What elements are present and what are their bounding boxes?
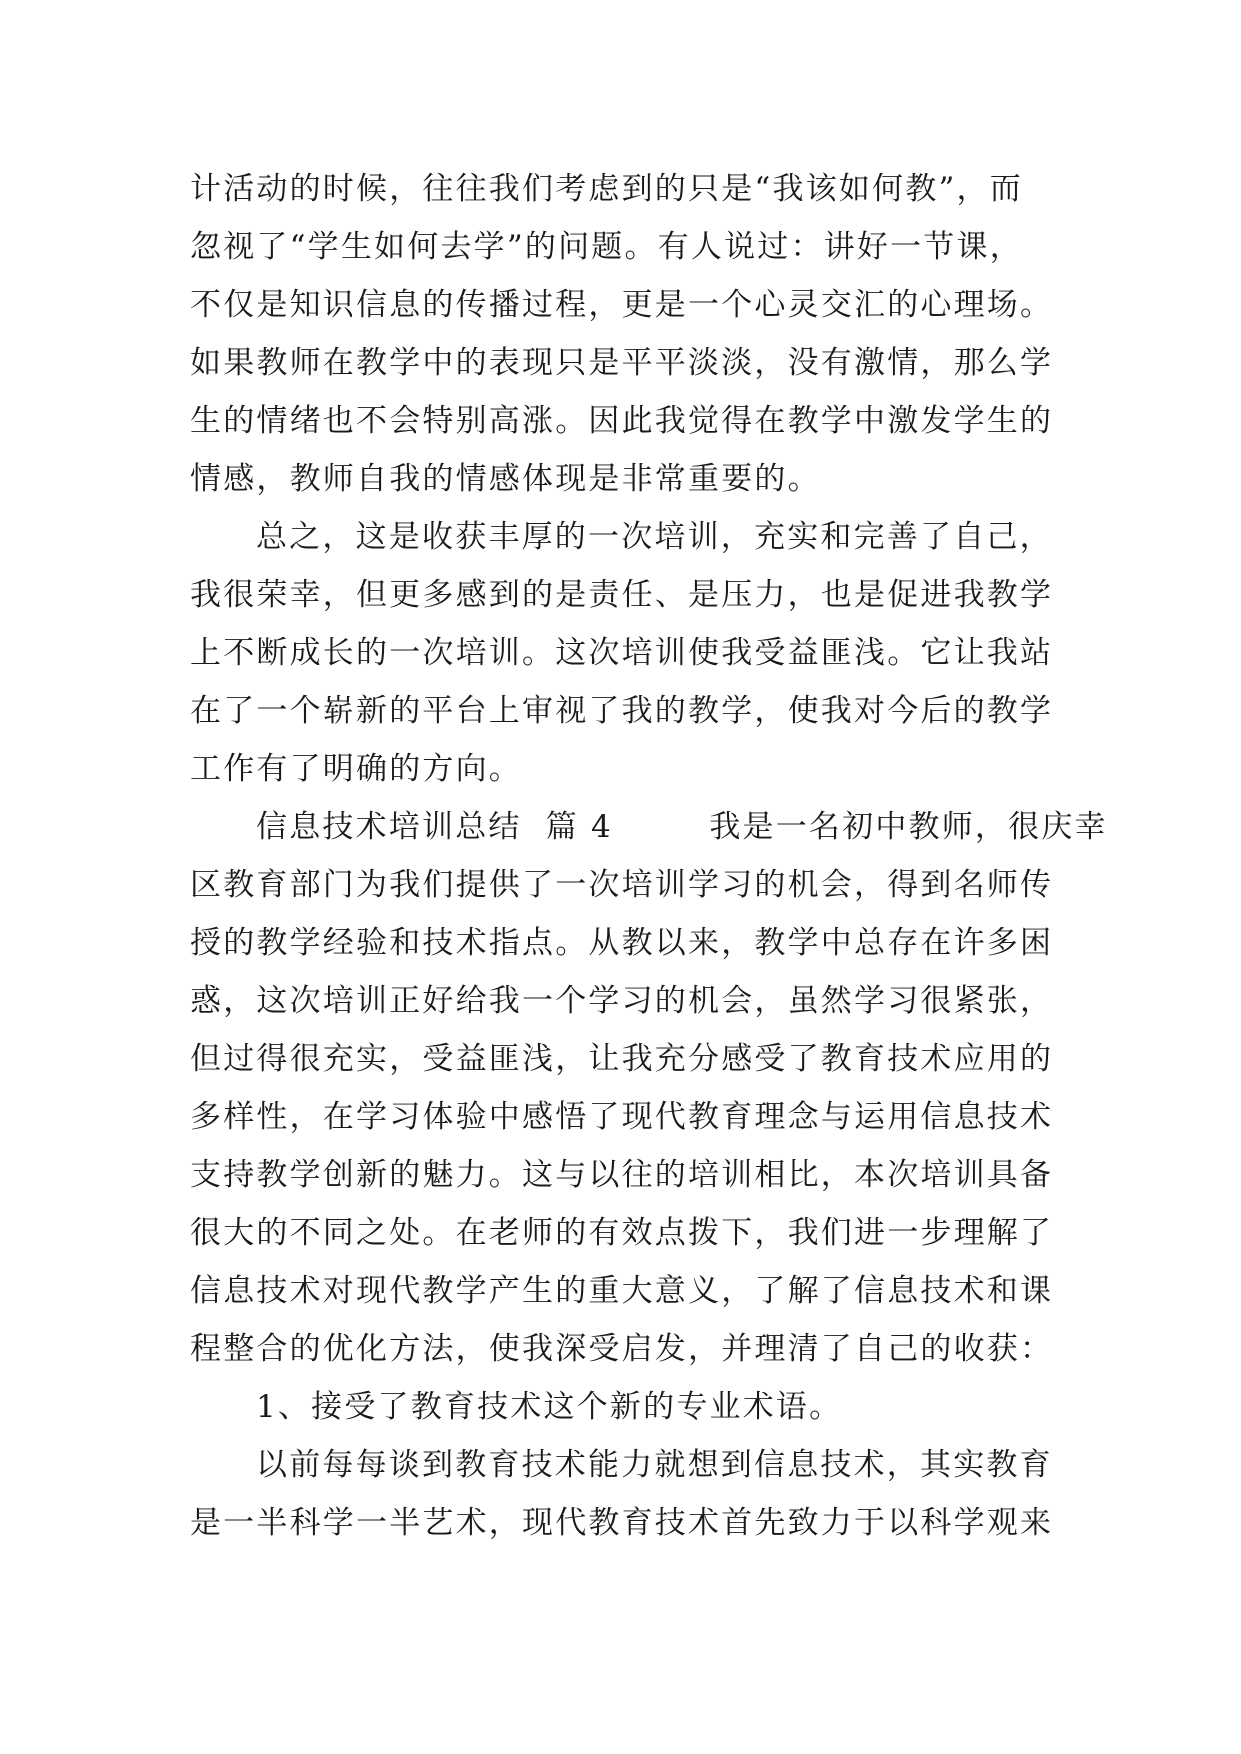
- text-line: 惑，这次培训正好给我一个学习的机会，虽然学习很紧张，: [190, 983, 1054, 1019]
- document-body: [190, 160, 1108, 1552]
- text-line: 信息技术对现代教学产生的重大意义，了解了信息技术和课: [190, 1273, 1054, 1309]
- text-line: 生的情绪也不会特别高涨。因此我觉得在教学中激发学生的: [190, 403, 1054, 439]
- text-line: 很大的不同之处。在老师的有效点拨下，我们进一步理解了: [190, 1215, 1054, 1251]
- text-line: 不仅是知识信息的传播过程，更是一个心灵交汇的心理场。: [190, 287, 1054, 323]
- text-line: 支持教学创新的魅力。这与以往的培训相比，本次培训具备: [190, 1157, 1054, 1193]
- text-line: 是一半科学一半艺术，现代教育技术首先致力于以科学观来: [190, 1505, 1054, 1541]
- text-line: 授的教学经验和技术指点。从教以来，教学中总存在许多困: [190, 925, 1054, 961]
- section-heading-line: 信息技术培训总结 篇 4 我是一名初中教师，很庆幸: [256, 809, 1108, 845]
- text-line: 在了一个崭新的平台上审视了我的教学，使我对今后的教学: [190, 693, 1054, 729]
- text-line: 情感，教师自我的情感体现是非常重要的。: [190, 461, 821, 497]
- text-line: 但过得很充实，受益匪浅，让我充分感受了教育技术应用的: [190, 1041, 1054, 1077]
- text-line: 如果教师在教学中的表现只是平平淡淡，没有激情，那么学: [190, 345, 1054, 381]
- text-line: 程整合的优化方法，使我深受启发，并理清了自己的收获：: [190, 1331, 1054, 1367]
- text-line: 上不断成长的一次培训。这次培训使我受益匪浅。它让我站: [190, 635, 1054, 671]
- text-line: 以前每每谈到教育技术能力就想到信息技术，其实教育: [256, 1447, 1053, 1483]
- text-line: 区教育部门为我们提供了一次培训学习的机会，得到名师传: [190, 867, 1054, 903]
- text-line: 计活动的时候，往往我们考虑到的只是“我该如何教”，而: [190, 171, 1023, 207]
- text-line: 多样性，在学习体验中感悟了现代教育理念与运用信息技术: [190, 1099, 1054, 1135]
- list-item-line: 1、接受了教育技术这个新的专业术语。: [256, 1389, 843, 1425]
- text-line: 总之，这是收获丰厚的一次培训，充实和完善了自己，: [256, 519, 1053, 555]
- text-line: 我很荣幸，但更多感到的是责任、是压力，也是促进我教学: [190, 577, 1054, 613]
- text-line: 工作有了明确的方向。: [190, 751, 522, 787]
- text-line: 忽视了“学生如何去学”的问题。有人说过：讲好一节课，: [190, 229, 1023, 265]
